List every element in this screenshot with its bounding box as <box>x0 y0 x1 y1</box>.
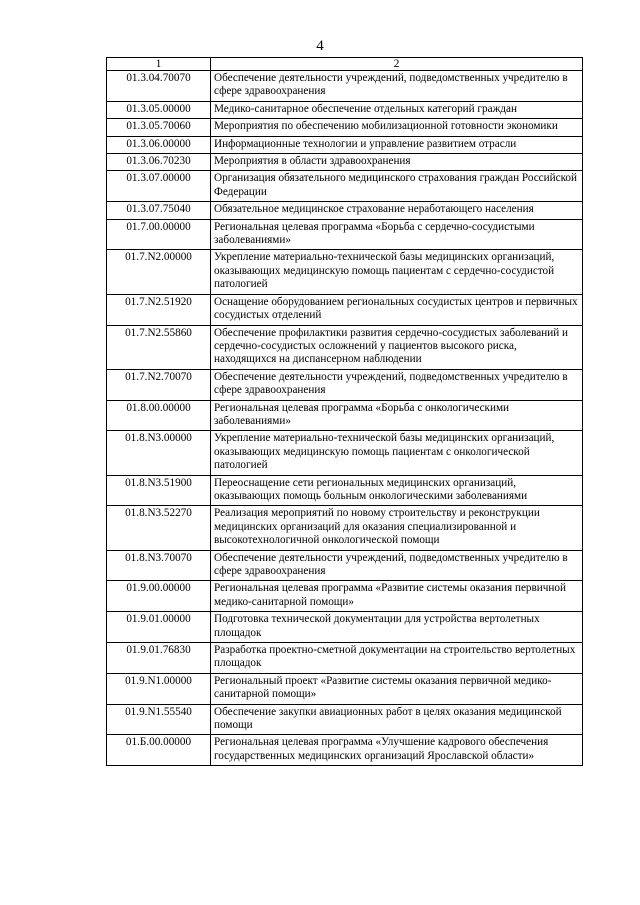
table-row <box>107 612 583 643</box>
table-row <box>107 294 583 325</box>
row-name-cell: Медико-санитарное обеспечение отдельных категорий граждан <box>211 101 583 118</box>
table-row <box>107 673 583 704</box>
table-row <box>107 581 583 612</box>
row-code-cell: 01.8.N3.51900 <box>107 475 211 506</box>
row-code-cell: 01.3.06.70230 <box>107 154 211 171</box>
row-code-cell: 01.7.N2.00000 <box>107 250 211 294</box>
table-row <box>107 119 583 136</box>
row-name-cell: Укрепление материально-технической базы медицинских организаций, оказывающих медицинскую помощь пациентам с сердечно-сосудистой патологией <box>211 250 583 294</box>
table-row <box>107 71 583 102</box>
row-name-cell: Реализация мероприятий по новому строительству и реконструкции медицинских организаций для оказания специализированной и высокотехнологичной онкологической помощи <box>211 506 583 550</box>
table-row <box>107 506 583 550</box>
row-name-cell: Оснащение оборудованием региональных сосудистых центров и первичных сосудистых отделений <box>211 294 583 325</box>
row-code-cell: 01.3.05.00000 <box>107 101 211 118</box>
row-name-cell: Обеспечение деятельности учреждений, подведомственных учредителю в сфере здравоохранения <box>211 71 583 102</box>
row-code-cell: 01.3.05.70060 <box>107 119 211 136</box>
table-row <box>107 136 583 153</box>
row-code-cell: 01.8.00.00000 <box>107 400 211 431</box>
row-code-cell: 01.9.01.00000 <box>107 612 211 643</box>
table-row <box>107 550 583 581</box>
table-row <box>107 735 583 766</box>
table-row <box>107 250 583 294</box>
table-row <box>107 643 583 674</box>
table-row <box>107 475 583 506</box>
row-code-cell: 01.7.00.00000 <box>107 219 211 250</box>
table-row <box>107 325 583 369</box>
row-name-cell: Разработка проектно-сметной документации на строительство вертолетных площадок <box>211 643 583 674</box>
row-name-cell: Обязательное медицинское страхование неработающего населения <box>211 202 583 219</box>
row-name-cell: Подготовка технической документации для устройства вертолетных площадок <box>211 612 583 643</box>
table-row <box>107 369 583 400</box>
table-row <box>107 171 583 202</box>
table-row <box>107 704 583 735</box>
page-number: 4 <box>316 38 324 54</box>
table-row <box>107 101 583 118</box>
row-name-cell: Укрепление материально-технической базы медицинских организаций, оказывающих медицинскую помощь пациентам с онкологической патологией <box>211 431 583 475</box>
row-name-cell: Региональный проект «Развитие системы оказания первичной медико-санитарной помощи» <box>211 673 583 704</box>
table-body <box>107 71 583 766</box>
row-code-cell: 01.8.N3.52270 <box>107 506 211 550</box>
row-name-cell: Региональная целевая программа «Развитие системы оказания первичной медико-санитарной помощи» <box>211 581 583 612</box>
table-row <box>107 219 583 250</box>
row-name-cell: Обеспечение деятельности учреждений, подведомственных учредителю в сфере здравоохранения <box>211 550 583 581</box>
row-name-cell: Мероприятия в области здравоохранения <box>211 154 583 171</box>
row-code-cell: 01.3.04.70070 <box>107 71 211 102</box>
row-code-cell: 01.3.06.00000 <box>107 136 211 153</box>
table-row <box>107 154 583 171</box>
row-code-cell: 01.8.N3.00000 <box>107 431 211 475</box>
row-code-cell: 01.3.07.75040 <box>107 202 211 219</box>
row-code-cell: 01.Б.00.00000 <box>107 735 211 766</box>
row-name-cell: Региональная целевая программа «Борьба с сердечно-сосудистыми заболеваниями» <box>211 219 583 250</box>
row-name-cell: Переоснащение сети региональных медицинских организаций, оказывающих помощь больным онкологическими заболеваниями <box>211 475 583 506</box>
row-name-cell: Обеспечение закупки авиационных работ в целях оказания медицинской помощи <box>211 704 583 735</box>
row-code-cell: 01.7.N2.51920 <box>107 294 211 325</box>
table-row <box>107 400 583 431</box>
row-name-cell: Обеспечение деятельности учреждений, подведомственных учредителю в сфере здравоохранения <box>211 369 583 400</box>
table-header-row <box>107 58 583 71</box>
column-header-name: 2 <box>211 58 583 71</box>
row-code-cell: 01.9.N1.55540 <box>107 704 211 735</box>
row-code-cell: 01.8.N3.70070 <box>107 550 211 581</box>
row-code-cell: 01.3.07.00000 <box>107 171 211 202</box>
row-code-cell: 01.7.N2.55860 <box>107 325 211 369</box>
table-row <box>107 202 583 219</box>
table-row <box>107 431 583 475</box>
row-code-cell: 01.9.00.00000 <box>107 581 211 612</box>
budget-codes-table <box>106 57 583 766</box>
row-name-cell: Обеспечение профилактики развития сердечно-сосудистых заболеваний и сердечно-сосудистых осложнений у пациентов высокого риска, находящихся на диспансерном наблюдении <box>211 325 583 369</box>
row-code-cell: 01.9.N1.00000 <box>107 673 211 704</box>
row-name-cell: Региональная целевая программа «Борьба с онкологическими заболеваниями» <box>211 400 583 431</box>
row-name-cell: Информационные технологии и управление развитием отрасли <box>211 136 583 153</box>
row-name-cell: Региональная целевая программа «Улучшение кадрового обеспечения государственных медицинских организаций Ярославской области» <box>211 735 583 766</box>
row-name-cell: Организация обязательного медицинского страхования граждан Российской Федерации <box>211 171 583 202</box>
row-code-cell: 01.7.N2.70070 <box>107 369 211 400</box>
row-name-cell: Мероприятия по обеспечению мобилизационной готовности экономики <box>211 119 583 136</box>
column-header-code: 1 <box>107 58 211 71</box>
row-code-cell: 01.9.01.76830 <box>107 643 211 674</box>
